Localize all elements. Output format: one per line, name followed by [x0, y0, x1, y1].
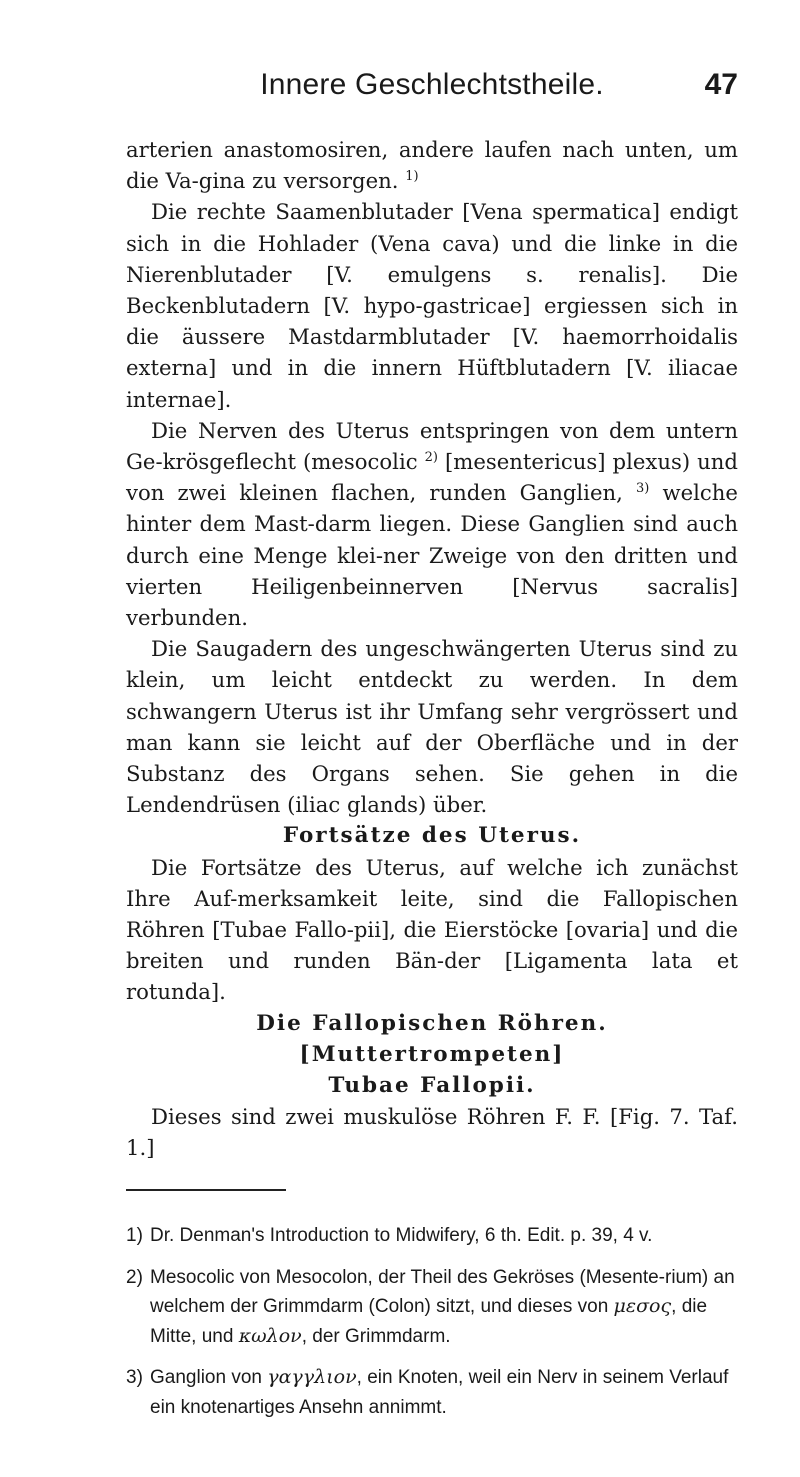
page-number: 47 [704, 68, 738, 101]
footnote-text: Mesocolic von Mesocolon, der Theil des Gekröses (Mesente-rium) an welchem der Grimmdarm (Colon) sitzt, und dieses von μεσος, die Mitte, und κωλον, der Grimmdarm. [150, 1266, 735, 1347]
footnote-text: Ganglion von γαγγλιον, ein Knoten, weil ein Nerv in seinem Verlauf ein knotenartiges Ansehn annimmt. [150, 1366, 729, 1418]
page-header [126, 68, 738, 112]
footnote-divider [126, 1189, 286, 1191]
running-title: Innere Geschlechtstheile. [260, 68, 604, 101]
paragraph-2: Die rechte Saamenblutader [Vena spermatica] endigt sich in die Hohlader (Vena cava) und die linke in die Nierenblutader [V. emulgens s. renalis]. Die Beckenblutadern [V. hypo-gastricae] ergiessen sich in die äussere Mastdarmblutader [V. haemorrhoidalis externa] und in die innern Hüftblutadern [V. iliacae internae]. [126, 199, 738, 412]
footnote-1 [126, 1221, 738, 1251]
footnote-2 [126, 1263, 738, 1352]
footnotes [126, 1221, 738, 1422]
heading-line-1: Die Fallopischen Röhren. [Muttertrompeten] [256, 1010, 608, 1067]
section-heading-fallopische-roehren [126, 1008, 738, 1101]
footnote-number: 1) [126, 1225, 143, 1247]
greek-word: γαγγλιον [267, 1366, 357, 1389]
greek-word: κωλον [238, 1324, 302, 1347]
greek-word: μεσος [613, 1295, 672, 1318]
paragraph-6: Dieses sind zwei muskulöse Röhren F. F. [Fig. 7. Taf. 1.] [126, 1103, 738, 1160]
main-text [126, 134, 738, 1163]
paragraph-3: Die Nerven des Uterus entspringen von dem untern Ge-krösgeflecht (mesocolic $^{2)}$ [mesentericus] plexus) und von zwei kleinen flachen, runden Ganglien, $^{3)}$ welche hinter dem Mast-darm liegen. Diese Ganglien sind auch durch eine Menge klei-ner Zweige von den dritten und vierten Heiligenbeinnerven [Nervus sacralis] verbunden. [126, 417, 738, 631]
footnote-text: Dr. Denman's Introduction to Midwifery, 6 th. Edit. p. 39, 4 v. [150, 1225, 653, 1247]
section-heading-fortsaetze: Fortsätze des Uterus. [282, 823, 582, 849]
footnote-3 [126, 1363, 738, 1422]
paragraph-5: Die Fortsätze des Uterus, auf welche ich zunächst Ihre Auf-merksamkeit leite, sind die Fallopischen Röhren [Tubae Fallo-pii], die Eierstöcke [ovaria] und die breiten und runden Bän-der [Ligamenta lata et rotunda]. [126, 854, 738, 1005]
footnote-ref-1: 1) [405, 169, 419, 185]
heading-line-2: Tubae Fallopii. [328, 1072, 536, 1098]
footnote-ref-3: 3) [636, 481, 650, 497]
paragraph-1: arterien anastomosiren, andere laufen nach unten, um die Va-gina zu versorgen. $^{1)}$ [126, 137, 738, 194]
footnote-number: 2) [126, 1266, 143, 1288]
paragraph-4: Die Saugadern des ungeschwängerten Uterus sind zu klein, um leicht entdeckt zu werden. In dem schwangern Uterus ist ihr Umfang sehr vergrössert und man kann sie leicht auf der Oberfläche und in der Substanz des Organs sehen. Sie gehen in die Lendendrüsen (iliac glands) über. [126, 636, 738, 818]
footnote-number: 3) [126, 1367, 143, 1389]
footnote-ref-2: 2) [424, 450, 438, 466]
